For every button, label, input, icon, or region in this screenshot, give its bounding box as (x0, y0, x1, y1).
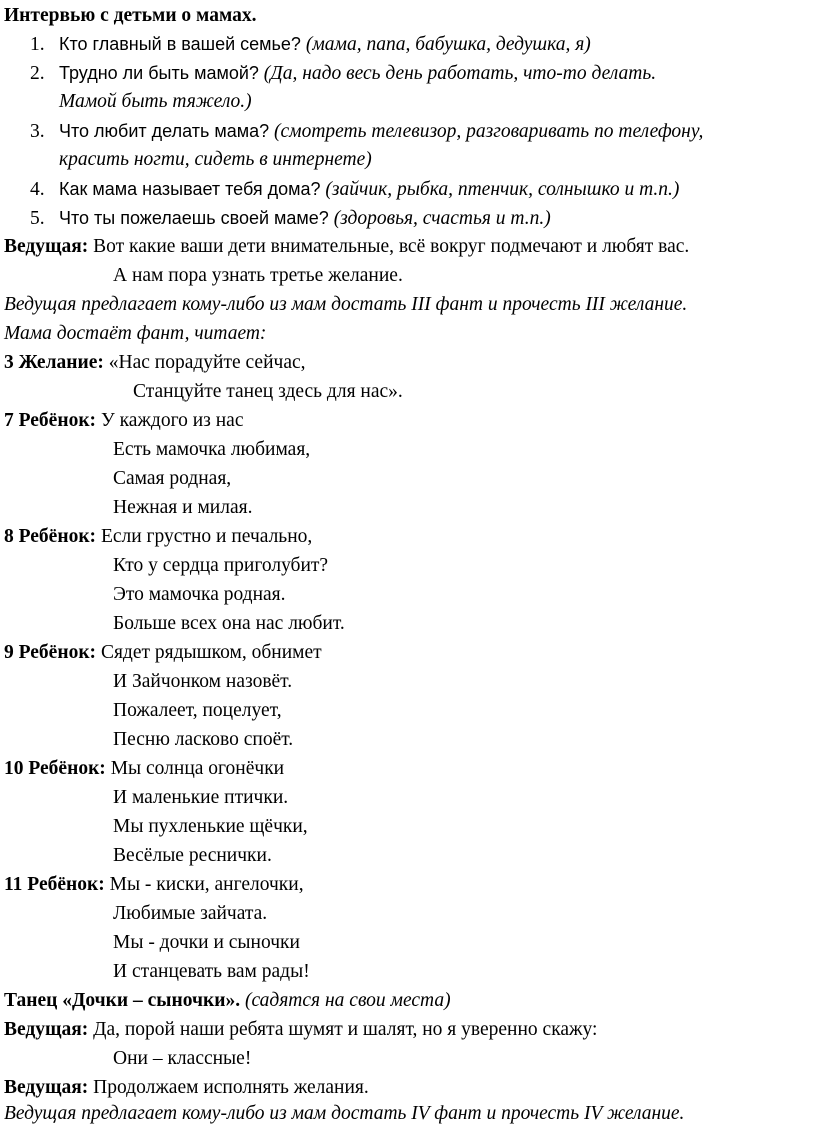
speaker-label: 10 Ребёнок: (4, 758, 106, 779)
speaker-label: 8 Ребёнок: (4, 526, 97, 547)
poem-line: Пожалеет, поцелует, (113, 700, 282, 721)
dance-note: (садятся на свои места) (244, 990, 451, 1011)
poem-stanza-start (4, 407, 244, 435)
list-item (30, 59, 656, 87)
poem-stanza-start (4, 639, 322, 667)
poem-stanza-start (4, 755, 284, 783)
question-text: Кто главный в вашей семье? (59, 34, 301, 54)
speaker-label: 7 Ребёнок: (4, 410, 97, 431)
list-number: 3. (30, 121, 45, 142)
wish-label: 3 Желание: (4, 352, 104, 373)
poem-line: Есть мамочка любимая, (113, 439, 311, 460)
answer-text: (Да, надо весь день работать, что-то делать. (263, 63, 657, 84)
speaker-label: 9 Ребёнок: (4, 642, 97, 663)
answer-continuation: Мамой быть тяжело.) (59, 91, 252, 112)
question-text: Трудно ли быть мамой? (59, 63, 259, 83)
poem-line: У каждого из нас (100, 410, 244, 431)
poem-line: Самая родная, (113, 468, 232, 489)
poem-stanza-start (4, 871, 304, 899)
answer-text: (смотреть телевизор, разговаривать по телефону, (273, 121, 704, 142)
poem-line: Кто у сердца приголубит? (113, 555, 329, 576)
question-text: Что ты пожелаешь своей маме? (59, 208, 329, 228)
list-number: 1. (30, 34, 45, 55)
host-remark (4, 1016, 597, 1044)
host-remark (4, 233, 689, 261)
poem-line: Сядет рядышком, обнимет (100, 642, 322, 663)
poem-line: И Зайчонком назовёт. (113, 671, 293, 692)
stage-direction: Ведущая предлагает кому-либо из мам достать III фант и прочесть III желание. (4, 294, 688, 315)
remark-text: Продолжаем исполнять желания. (93, 1077, 369, 1098)
list-number: 2. (30, 63, 45, 84)
poem-line: Мы - дочки и сыночки (113, 932, 300, 953)
poem-line: Любимые зайчата. (113, 903, 268, 924)
document-title: Интервью с детьми о мамах. (4, 5, 257, 26)
speaker-label: 11 Ребёнок: (4, 874, 105, 895)
poem-line: Песню ласково споёт. (113, 729, 294, 750)
poem-line: Нежная и милая. (113, 497, 253, 518)
list-number: 4. (30, 179, 45, 200)
answer-continuation: красить ногти, сидеть в интернете) (59, 149, 372, 170)
answer-text: (мама, папа, бабушка, дедушка, я) (305, 34, 591, 55)
speaker-label: Ведущая: (4, 236, 89, 257)
poem-line: Мы солнца огонёчки (110, 758, 285, 779)
dance-label: Танец «Дочки – сыночки». (4, 990, 241, 1011)
list-item (30, 175, 679, 203)
poem-line: И станцевать вам рады! (113, 961, 310, 982)
answer-text: (зайчик, рыбка, птенчик, солнышко и т.п.) (325, 179, 680, 200)
list-item (30, 117, 703, 145)
poem-stanza-start (4, 523, 312, 551)
poem-line: Больше всех она нас любит. (113, 613, 345, 634)
answer-text: (здоровья, счастья и т.п.) (333, 208, 551, 229)
wish-text (4, 349, 306, 377)
host-remark (4, 1074, 369, 1102)
poem-line: Весёлые реснички. (113, 845, 272, 866)
list-number: 5. (30, 208, 45, 229)
remark-continuation: Они – классные! (113, 1048, 252, 1069)
remark-text: Вот какие ваши дети внимательные, всё вокруг подмечают и любят вас. (93, 236, 690, 257)
wish-line: «Нас порадуйте сейчас, (108, 352, 306, 373)
remark-text: Да, порой наши ребята шумят и шалят, но я уверенно скажу: (93, 1019, 598, 1040)
stage-direction: Мама достаёт фант, читает: (4, 323, 267, 344)
speaker-label: Ведущая: (4, 1019, 89, 1040)
poem-line: Это мамочка родная. (113, 584, 286, 605)
poem-line: И маленькие птички. (113, 787, 289, 808)
question-text: Что любит делать мама? (59, 121, 270, 141)
list-item (30, 204, 551, 232)
remark-continuation: А нам пора узнать третье желание. (113, 265, 403, 286)
speaker-label: Ведущая: (4, 1077, 89, 1098)
poem-line: Мы - киски, ангелочки, (109, 874, 304, 895)
dance-line (4, 987, 451, 1015)
poem-line: Мы пухленькие щёчки, (113, 816, 308, 837)
poem-line: Если грустно и печально, (100, 526, 313, 547)
question-text: Как мама называет тебя дома? (59, 179, 321, 199)
list-item (30, 30, 591, 58)
stage-direction: Ведущая предлагает кому-либо из мам достать IV фант и прочесть IV желание. (4, 1103, 685, 1124)
wish-line: Станцуйте танец здесь для нас». (133, 381, 403, 402)
